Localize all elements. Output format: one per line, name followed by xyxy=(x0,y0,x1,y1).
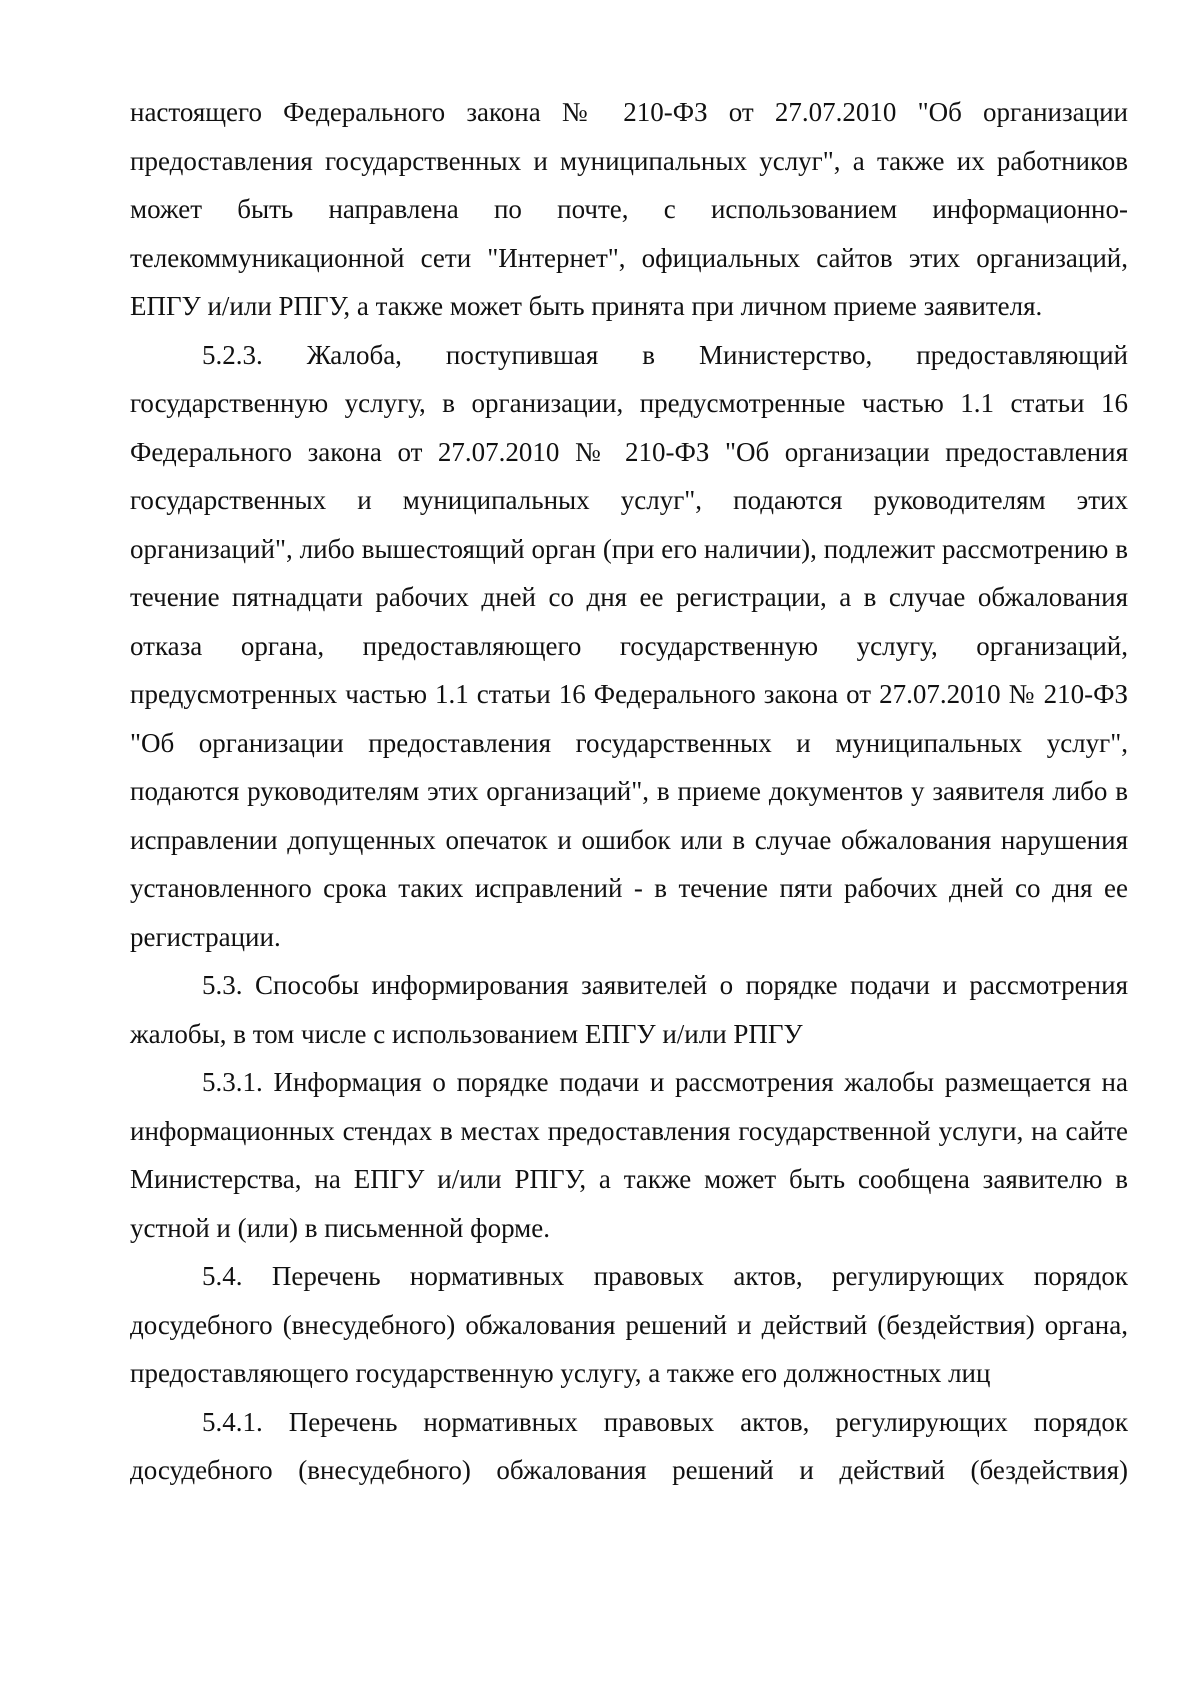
paragraph-5-4: 5.4. Перечень нормативных правовых актов, регулирующих порядок досудебного (внесудебного) обжалования решений и действий (бездействия) органа, предоставляющего государственную услугу, а также его должностных лиц xyxy=(130,1261,1128,1388)
paragraph-5-2-3: 5.2.3. Жалоба, поступившая в Министерство, предоставляющий государственную услугу, в организации, предусмотренные частью 1.1 статьи 16 Федерального закона от 27.07.2010 № 210-ФЗ "Об организации предоставления государственных и муниципальных услуг", подаются руководителям этих организаций", либо вышестоящий орган (при его наличии), подлежит рассмотрению в течение пятнадцати рабочих дней со дня ее регистрации, а в случае обжалования отказа органа, предоставляющего государственную услугу, организаций, предусмотренных частью 1.1 статьи 16 Федерального закона от 27.07.2010 № 210-ФЗ "Об организации предоставления государственных и муниципальных услуг", подаются руководителям этих организаций", в приеме документов у заявителя либо в исправлении допущенных опечаток и ошибок или в случае обжалования нарушения установленного срока таких исправлений - в течение пяти рабочих дней со дня ее регистрации. xyxy=(130,339,1128,952)
paragraph-5-4-1: 5.4.1. Перечень нормативных правовых актов, регулирующих порядок досудебного (внесудебного) обжалования решений и действий (бездействия) xyxy=(130,1406,1128,1485)
paragraph-5-3-1: 5.3.1. Информация о порядке подачи и рассмотрения жалобы размещается на информационных стендах в местах предоставления государственной услуги, на сайте Министерства, на ЕПГУ и/или РПГУ, а также может быть сообщена заявителю в устной и (или) в письменной форме. xyxy=(130,1067,1128,1243)
paragraph-5-3: 5.3. Способы информирования заявителей о порядке подачи и рассмотрения жалобы, в том числе с использованием ЕПГУ и/или РПГУ xyxy=(130,970,1128,1049)
paragraph-continuation: настоящего Федерального закона № 210-ФЗ от 27.07.2010 "Об организации предоставления государственных и муниципальных услуг", а также их работников может быть направлена по почте, с использованием информационно-телекоммуникационной сети "Интернет", официальных сайтов этих организаций, ЕПГУ и/или РПГУ, а также может быть принята при личном приеме заявителя. xyxy=(130,97,1128,321)
document-page xyxy=(130,88,1128,1495)
